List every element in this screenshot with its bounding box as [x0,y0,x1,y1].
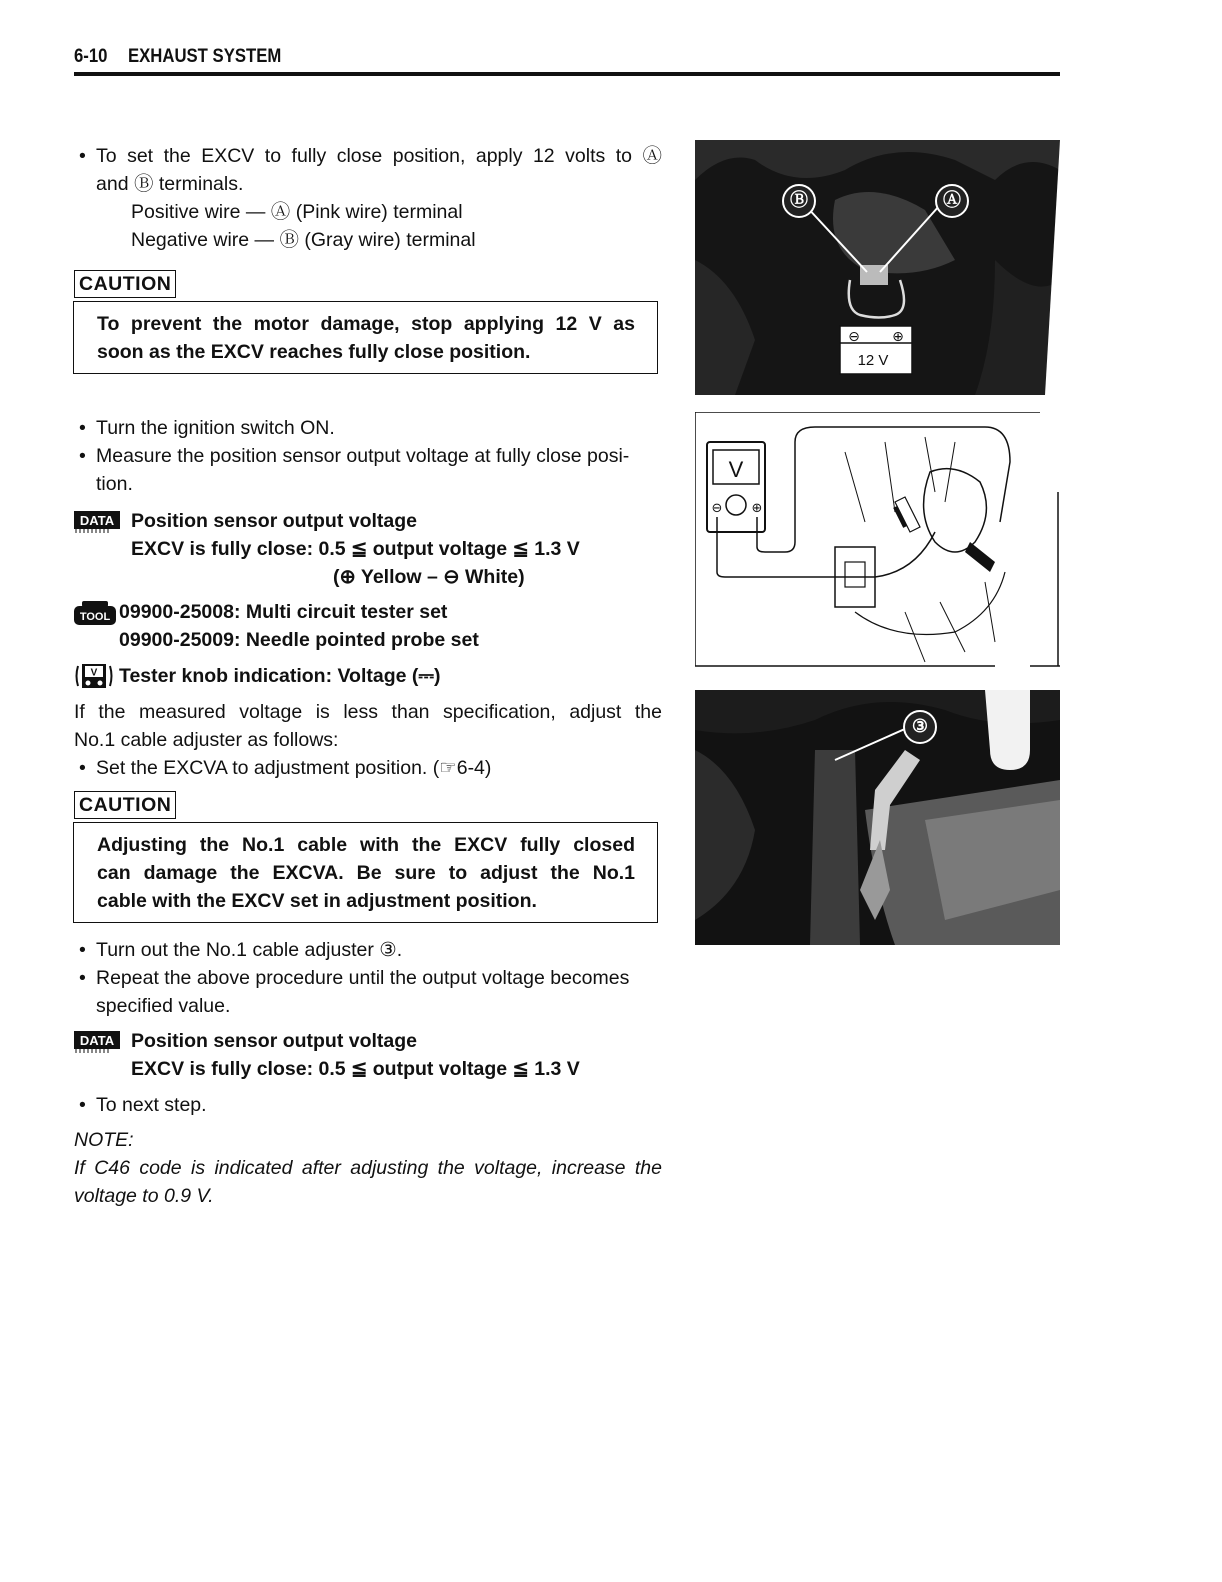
caution-box [73,301,658,374]
note-line: If C46 code is indicated after adjusting the voltage, increase the [74,1157,662,1179]
note-text [74,1154,662,1182]
tool-icon [74,601,116,630]
spec-title: Position sensor output voltage [131,510,418,532]
data-icon-text: DATA [79,1033,115,1048]
tester-diagram [695,412,1060,668]
caution-text-line: can damage the EXCVA. Be sure to adjust the No.1 [97,862,635,884]
tool-item: 09900-25008: Multi circuit tester set [119,601,448,623]
tester-knob-icon [74,663,114,694]
caution-text-line: soon as the EXCV reaches fully close position. [97,341,531,363]
minus-terminal: ⊖ [848,329,860,345]
data-icon [74,1031,120,1058]
caution-text-line: Adjusting the No.1 cable with the EXCV fully closed [97,834,635,856]
spec-title: Position sensor output voltage [131,1030,418,1052]
section-title: EXHAUST SYSTEM [128,46,282,67]
data-icon [74,511,120,538]
instruction-line: tion. [96,473,133,495]
caution-label: CAUTION [74,791,176,819]
spec-polarity: (⊕ Yellow – ⊖ White) [333,566,525,588]
tool-item: 09900-25009: Needle pointed probe set [119,629,479,651]
terminal-a-label: Ⓐ [935,184,969,218]
instruction-set-excva: • Set the EXCVA to adjustment position. (☞6-4) [96,754,491,782]
data-icon-text: DATA [79,513,115,528]
negative-wire-text: Negative wire — Ⓑ (Gray wire) terminal [131,229,476,251]
meter-minus: ⊖ [711,501,723,516]
tester-indication: Tester knob indication: Voltage (⎓) [119,665,441,687]
tool-icon-text: TOOL [79,611,111,623]
spec-value: EXCV is fully close: 0.5 ≦ output voltage ≦ 1.3 V [131,1058,580,1080]
paragraph-line: If the measured voltage is less than specification, adjust the [74,701,662,723]
caution-text-line: cable with the EXCV set in adjustment position. [97,890,537,912]
cable-adjuster-photo [695,690,1060,945]
instruction-set-close [96,142,662,170]
tester-icon-text: V [90,667,98,679]
instruction-line: specified value. [96,995,231,1017]
page-header [74,44,1060,76]
battery-label: 12 V [857,352,889,369]
note-line: voltage to 0.9 V. [74,1185,214,1207]
adjust-paragraph [74,698,662,726]
plus-terminal: ⊕ [892,329,904,345]
instruction-ignition: • Turn the ignition switch ON. [96,414,335,442]
paragraph-line: No.1 cable adjuster as follows: [74,729,339,751]
instruction-turn-out: • Turn out the No.1 cable adjuster ③. [96,936,402,964]
instruction-measure: • Measure the position sensor output voltage at fully close posi- [96,442,629,470]
instruction-repeat: • Repeat the above procedure until the output voltage becomes [96,964,629,992]
connector-photo [695,140,1060,395]
adjuster-label: ③ [903,710,937,744]
instruction-line: • To set the EXCV to fully close position, apply 12 volts to Ⓐ [96,145,662,167]
caution-label: CAUTION [74,270,176,298]
terminal-b-label: Ⓑ [782,184,816,218]
caution-box [73,822,658,923]
meter-label: V [728,457,744,482]
meter-plus: ⊕ [751,501,763,516]
positive-wire-text: Positive wire — Ⓐ (Pink wire) terminal [131,201,463,223]
caution-text-line: To prevent the motor damage, stop applying 12 V as [97,313,635,335]
note-label: NOTE: [74,1129,134,1151]
spec-value: EXCV is fully close: 0.5 ≦ output voltage ≦ 1.3 V [131,538,580,560]
page-number: 6-10 [74,46,108,67]
instruction-next: • To next step. [96,1091,207,1119]
instruction-line: and Ⓑ terminals. [96,173,244,195]
